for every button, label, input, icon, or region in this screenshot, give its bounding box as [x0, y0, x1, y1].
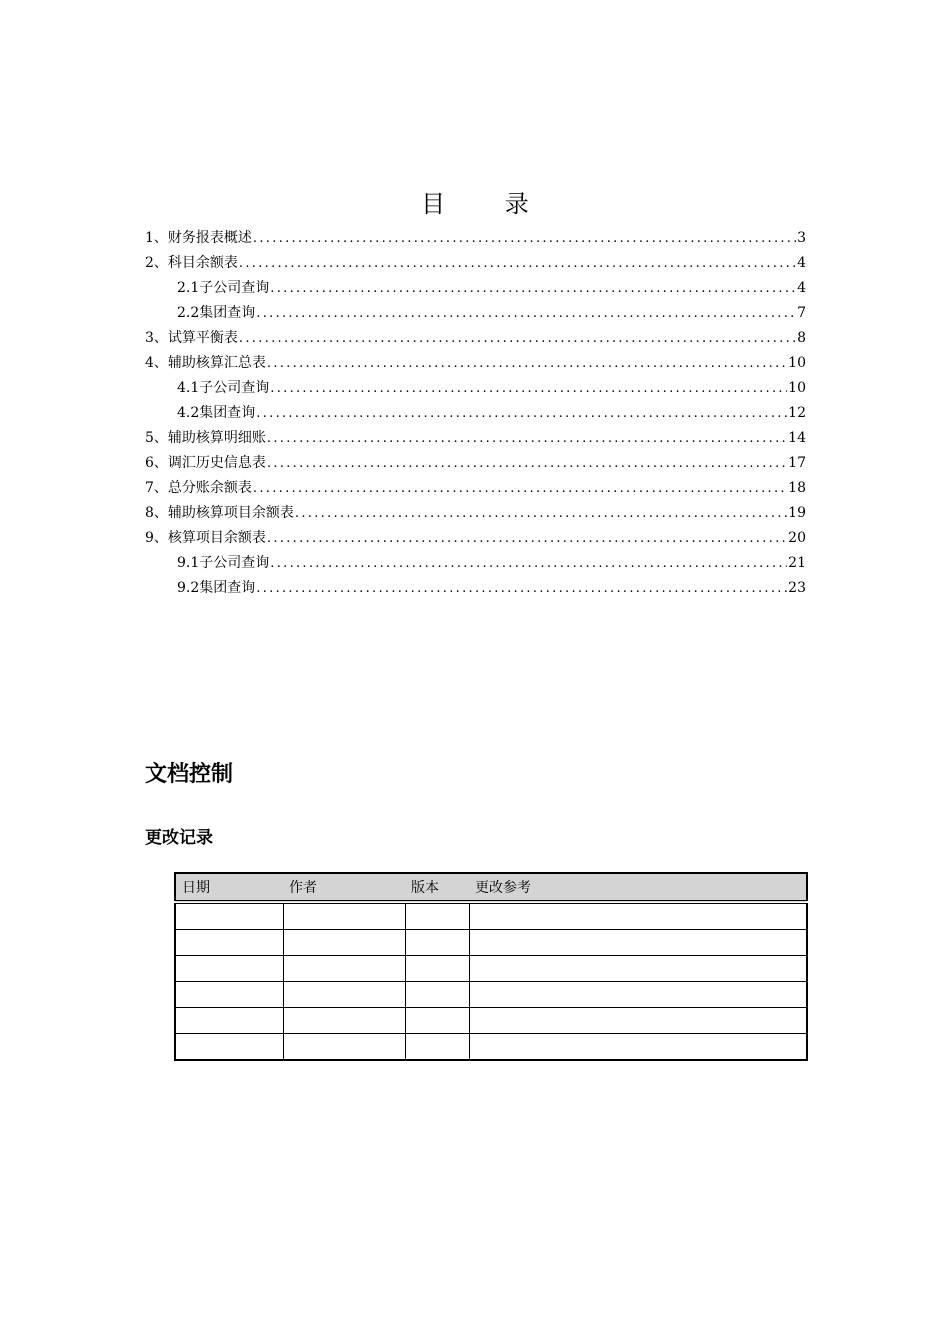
toc-entry-label: 2.1子公司查询	[177, 280, 270, 296]
toc-entry-page: 14	[788, 430, 806, 446]
toc-entry-label: 2、科目余额表	[145, 255, 238, 271]
toc-dot-leader	[253, 226, 796, 251]
toc-entry-page: 19	[788, 505, 806, 521]
toc-dot-leader	[270, 276, 796, 301]
column-header-change-ref: 更改参考	[469, 873, 807, 902]
toc-dot-leader	[267, 451, 787, 476]
table-cell[interactable]	[469, 1008, 807, 1034]
toc-entry-label: 4.1子公司查询	[177, 380, 270, 396]
toc-entry-label: 6、调汇历史信息表	[145, 455, 266, 471]
table-cell[interactable]	[469, 982, 807, 1008]
toc-entry-label: 8、辅助核算项目余额表	[145, 505, 294, 521]
toc-entry-page: 4	[797, 280, 806, 296]
table-cell[interactable]	[405, 956, 469, 982]
table-cell[interactable]	[175, 1034, 283, 1061]
toc-entry-label: 9、核算项目余额表	[145, 530, 266, 546]
toc-entry-page: 23	[788, 580, 806, 596]
table-cell[interactable]	[283, 930, 405, 956]
toc-dot-leader	[256, 401, 787, 426]
table-cell[interactable]	[469, 902, 807, 930]
toc-entry-page: 4	[797, 255, 806, 271]
table-cell[interactable]	[175, 930, 283, 956]
column-header-date: 日期	[175, 873, 283, 902]
toc-dot-leader	[256, 576, 787, 601]
table-row	[175, 956, 807, 982]
table-cell[interactable]	[405, 930, 469, 956]
toc-entry[interactable]	[145, 451, 806, 476]
table-cell[interactable]	[405, 1034, 469, 1061]
toc-dot-leader	[267, 351, 787, 376]
toc-entry-page: 10	[788, 355, 806, 371]
column-header-version: 版本	[405, 873, 469, 902]
table-cell[interactable]	[405, 902, 469, 930]
table-cell[interactable]	[283, 956, 405, 982]
table-cell[interactable]	[283, 1008, 405, 1034]
toc-title: 目 录	[421, 190, 555, 218]
toc-entry-page: 21	[788, 555, 806, 571]
toc-dot-leader	[295, 501, 787, 526]
table-cell[interactable]	[283, 902, 405, 930]
toc-dot-leader	[270, 376, 787, 401]
table-cell[interactable]	[405, 982, 469, 1008]
toc-entry-label: 7、总分账余额表	[145, 480, 252, 496]
change-log-heading: 更改记录	[145, 828, 213, 848]
toc-dot-leader	[267, 426, 787, 451]
toc-entry-page: 17	[788, 455, 806, 471]
toc-entry[interactable]	[145, 251, 806, 276]
table-cell[interactable]	[405, 1008, 469, 1034]
toc-entry-label: 5、辅助核算明细账	[145, 430, 266, 446]
toc-entry-page: 3	[797, 230, 806, 246]
toc-entry-page: 18	[788, 480, 806, 496]
toc-subentry[interactable]	[145, 576, 806, 601]
toc-entry-page: 7	[797, 305, 806, 321]
toc-subentry[interactable]	[145, 301, 806, 326]
table-cell[interactable]	[283, 982, 405, 1008]
toc-entry[interactable]	[145, 226, 806, 251]
table-row	[175, 1034, 807, 1061]
toc-entry[interactable]	[145, 526, 806, 551]
toc-entry-label: 9.1子公司查询	[177, 555, 270, 571]
toc-entry-page: 12	[788, 405, 806, 421]
toc-entry[interactable]	[145, 326, 806, 351]
table-cell[interactable]	[469, 930, 807, 956]
table-cell[interactable]	[175, 982, 283, 1008]
toc-entry-label: 4、辅助核算汇总表	[145, 355, 266, 371]
toc-entry[interactable]	[145, 426, 806, 451]
toc-dot-leader	[253, 476, 787, 501]
toc-dot-leader	[270, 551, 787, 576]
table-row	[175, 982, 807, 1008]
toc-dot-leader	[256, 301, 796, 326]
toc-entry[interactable]	[145, 476, 806, 501]
table-row	[175, 902, 807, 930]
toc-dot-leader	[267, 526, 787, 551]
toc-entry-label: 3、试算平衡表	[145, 330, 238, 346]
toc-entry-label: 1、财务报表概述	[145, 230, 252, 246]
toc-entry-page: 20	[788, 530, 806, 546]
column-header-author: 作者	[283, 873, 405, 902]
toc-entry[interactable]	[145, 501, 806, 526]
toc-entry-label: 4.2集团查询	[177, 405, 256, 421]
toc-entry-label: 9.2集团查询	[177, 580, 256, 596]
table-row	[175, 930, 807, 956]
toc-subentry[interactable]	[145, 551, 806, 576]
table-cell[interactable]	[283, 1034, 405, 1061]
table-of-contents	[145, 226, 806, 601]
table-header-row	[175, 873, 807, 902]
toc-dot-leader	[239, 326, 796, 351]
toc-dot-leader	[239, 251, 796, 276]
toc-entry-label: 2.2集团查询	[177, 305, 256, 321]
table-cell[interactable]	[469, 1034, 807, 1061]
toc-subentry[interactable]	[145, 401, 806, 426]
doc-control-heading: 文档控制	[145, 762, 234, 787]
toc-entry[interactable]	[145, 351, 806, 376]
table-cell[interactable]	[175, 902, 283, 930]
change-log-table	[174, 872, 808, 1061]
table-cell[interactable]	[469, 956, 807, 982]
toc-entry-page: 8	[797, 330, 806, 346]
toc-subentry[interactable]	[145, 276, 806, 301]
toc-entry-page: 10	[788, 380, 806, 396]
toc-subentry[interactable]	[145, 376, 806, 401]
table-cell[interactable]	[175, 956, 283, 982]
table-row	[175, 1008, 807, 1034]
table-cell[interactable]	[175, 1008, 283, 1034]
